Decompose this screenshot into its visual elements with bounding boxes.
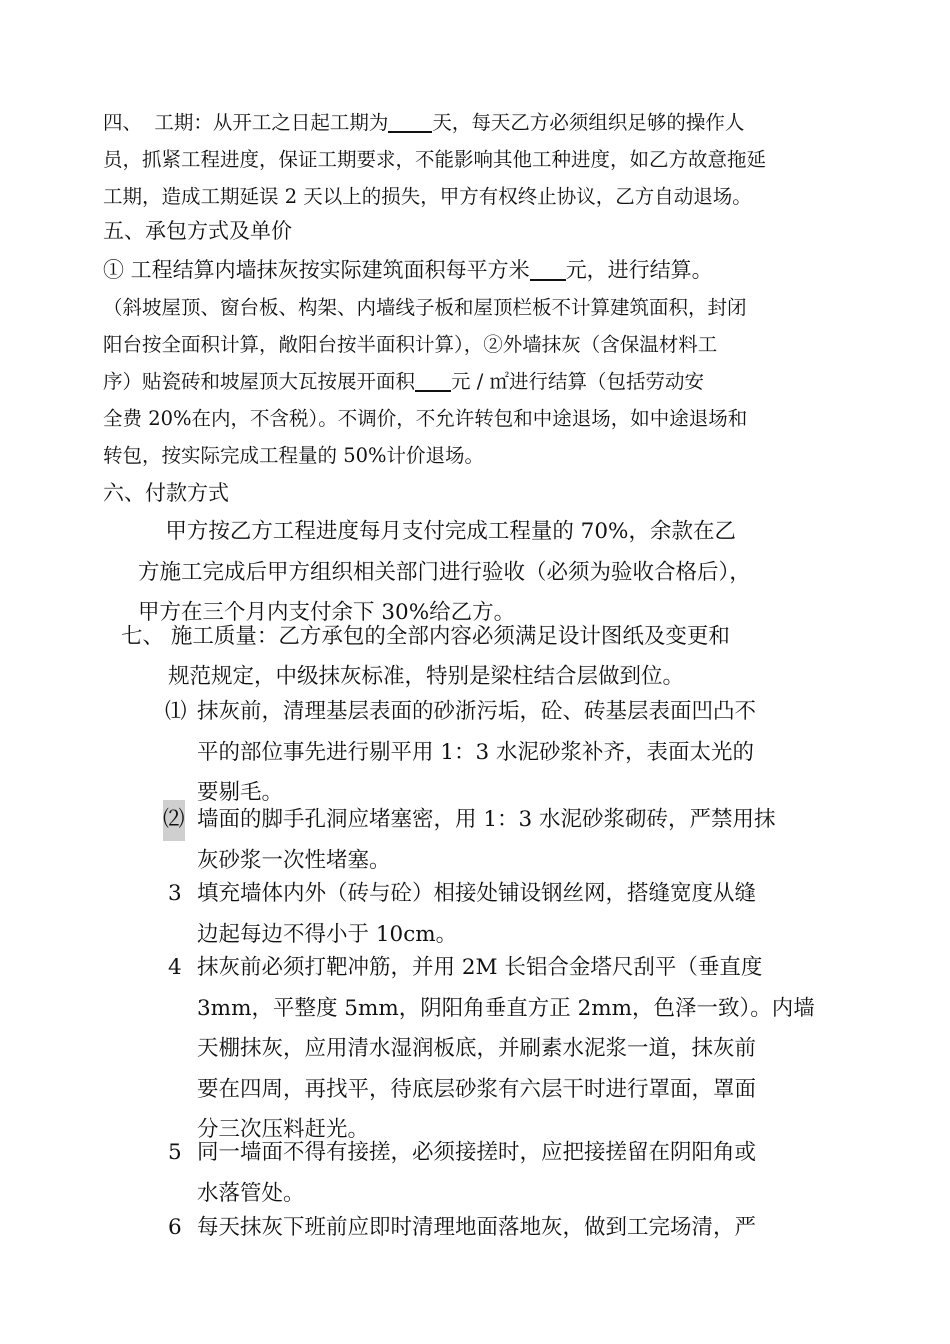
section-6-line-2: 方施工完成后甲方组织相关部门进行验收（必须为验收合格后）， <box>138 559 751 585</box>
section-7-line-1: 七、 施工质量：乙方承包的全部内容必须满足设计图纸及变更和 <box>121 624 730 649</box>
unit-price-blank-2 <box>415 369 451 391</box>
section-6-line-1: 甲方按乙方工程进度每月支付完成工程量的 70%，余款在乙 <box>138 519 736 544</box>
section-5-line-6: 转包，按实际完成工程量的 50%计价退场。 <box>103 444 485 467</box>
item-2-text: 墙面的脚手孔洞应堵塞密，用 1：3 水泥砂浆砌砖，严禁用抹 灰砂浆一次性堵塞。 <box>197 807 776 873</box>
section-6-heading: 六、付款方式 <box>103 481 229 505</box>
section-5-line-5: 全费 20%在内，不含税）。不调价，不允许转包和中途退场，如中途退场和 <box>103 407 748 430</box>
section-4-line-2: 员，抓紧工程进度，保证工期要求，不能影响其他工种进度，如乙方故意拖延 <box>103 148 767 171</box>
item-4-number: 4 <box>168 955 182 980</box>
section-5-line-3: 阳台按全面积计算，敞阳台按半面积计算），②外墙抹灰（含保温材料工 <box>103 333 718 356</box>
section-5-body: （斜坡屋顶、窗台板、构架、内墙线子板和屋顶栏板不计算建筑面积，封闭 阳台按全面积计算，敞阳台按半面积计算），②外墙抹灰（含保温材料工 序）贴瓷砖和坡屋顶大瓦按展开面积 元 / ㎡进行结算（包括劳动安 全费 20%在内，不含税）。不调价，不允许转包和中途退场，如中途退场和 转包，按实际完成工程量的 50%计价退场。 <box>103 296 748 467</box>
item-6-number: 6 <box>168 1215 182 1240</box>
item-1-number: ⑴ <box>165 699 187 724</box>
item-4-text: 抹灰前必须打靶冲筋，并用 2M 长铝合金塔尺刮平（垂直度 3mm，平整度 5mm，阴阳角垂直方正 2mm，色泽一致）。内墙 天棚抹灰，应用清水湿润板底，并刷素水泥浆一道，抹灰前 要在四周，再找平，待底层砂浆有六层干时进行罩面，罩面 分三次压料赶光。 <box>197 955 815 1142</box>
section-5-line-2: （斜坡屋顶、窗台板、构架、内墙线子板和屋顶栏板不计算建筑面积，封闭 <box>103 296 747 319</box>
section-6-line-3: 甲方在三个月内支付余下 30%给乙方。 <box>138 600 516 625</box>
section-5-heading: 五、承包方式及单价 <box>103 219 292 243</box>
section-4-line-3: 工期，造成工期延误 2 天以上的损失，甲方有权终止协议，乙方自动退场。 <box>103 185 752 208</box>
section-4-duration <box>103 104 766 215</box>
item-6-text: 每天抹灰下班前应即时清理地面落地灰，做到工完场清，严 <box>197 1215 757 1240</box>
section-4-line-1-rest: 天，每天乙方必须组织足够的操作人 <box>432 111 745 134</box>
item-3-number: 3 <box>168 881 182 906</box>
section-6-body <box>138 512 751 634</box>
item-5-text: 同一墙面不得有接搓，必须接搓时，应把接搓留在阴阳角或 水落管处。 <box>197 1140 757 1206</box>
days-blank <box>388 110 432 132</box>
item-3-text: 填充墙体内外（砖与砼）相接处铺设钢丝网，搭缝宽度从缝 边起每边不得小于 10cm。 <box>197 881 757 947</box>
unit-price-blank-1 <box>530 257 566 281</box>
section-5-line-1: ① 工程结算内墙抹灰按实际建筑面积每平方米 元，进行结算。 <box>103 258 713 282</box>
section-7-line-2: 规范规定，中级抹灰标准，特别是梁柱结合层做到位。 <box>168 664 685 689</box>
item-2-number-highlighted: ⑵ <box>163 800 185 841</box>
section-4-line-1-text: 四、 工期：从开工之日起工期为 <box>103 111 389 134</box>
item-5-number: 5 <box>168 1140 182 1165</box>
item-1-text: 抹灰前，清理基层表面的砂浙污垢，砼、砖基层表面凹凸不 平的部位事先进行剔平用 1：3 水泥砂浆补齐，表面太光的 要剔毛。 <box>197 699 757 805</box>
